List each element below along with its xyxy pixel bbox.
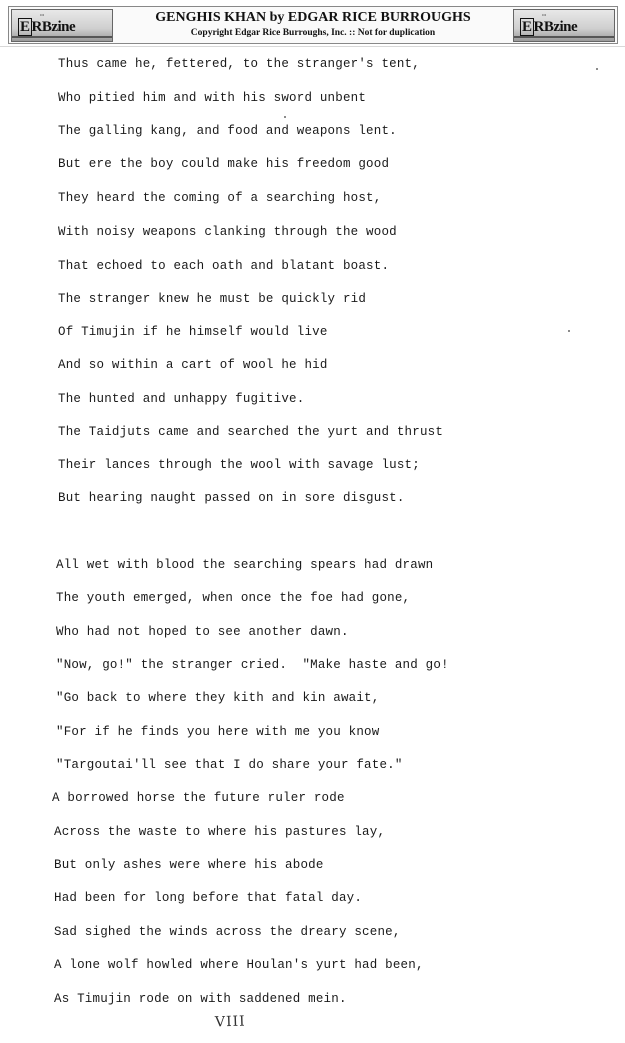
poem-line: Who had not hoped to see another dawn. [56,625,349,639]
poem-line: A lone wolf howled where Houlan's yurt had been, [54,958,424,972]
poem-line: "Go back to where they kith and kin await, [56,691,380,705]
poem-line: The stranger knew he must be quickly rid [58,292,367,306]
poem-line: Had been for long before that fatal day. [54,891,363,905]
scan-speck [596,68,598,70]
erbzine-logo-right [513,9,615,42]
scan-speck [568,330,570,332]
poem-line: The Taidjuts came and searched the yurt and thrust [58,425,444,439]
page-header [8,6,618,44]
poem-line: But hearing naught passed on in sore disgust. [58,491,405,505]
poem-line: The youth emerged, when once the foe had gone, [56,591,411,605]
poem-line: With noisy weapons clanking through the wood [58,225,397,239]
copyright-notice: Copyright Edgar Rice Burroughs, Inc. :: Not for duplication [190,28,436,38]
poem-line: Who pitied him and with his sword unbent [58,91,367,105]
poem-line: Across the waste to where his pastures lay, [54,825,386,839]
logo-stripe [12,36,112,38]
poem-line: Their lances through the wool with savage lust; [58,458,420,472]
logo-stripe [514,36,614,38]
poem-line: As Timujin rode on with saddened mein. [54,992,347,1006]
logo-right-text: ERBzine [522,19,578,35]
poem-line: Sad sighed the winds across the dreary scene, [54,925,401,939]
poem-line: All wet with blood the searching spears had drawn [56,558,434,572]
logo-tagline: ••• [542,12,547,17]
poem-line: The hunted and unhappy fugitive. [58,392,305,406]
poem-line: "For if he finds you here with me you know [56,725,380,739]
logo-left-text: ERBzine [20,19,76,35]
poem-line: Thus came he, fettered, to the stranger's tent, [58,57,420,71]
page-title: GENGHIS KHAN by EDGAR RICE BURROUGHS [155,10,471,25]
poem-line: "Targoutai'll see that I do share your fate." [56,758,403,772]
poem-line: That echoed to each oath and blatant boast. [58,259,390,273]
page-number: VIII [214,1013,246,1031]
poem-line: A borrowed horse the future ruler rode [52,791,345,805]
poem-line: But ere the boy could make his freedom good [58,157,390,171]
poem-line: Of Timujin if he himself would live [58,325,328,339]
poem-line: "Now, go!" the stranger cried. "Make haste and go! [56,658,449,672]
poem-line: But only ashes were where his abode [54,858,324,872]
poem-line: And so within a cart of wool he hid [58,358,328,372]
header-divider [0,46,625,47]
scan-speck [284,116,286,118]
poem-line: They heard the coming of a searching host, [58,191,382,205]
logo-tagline: ••• [40,12,45,17]
poem-line: The galling kang, and food and weapons lent. [58,124,397,138]
erbzine-logo-left [11,9,113,42]
